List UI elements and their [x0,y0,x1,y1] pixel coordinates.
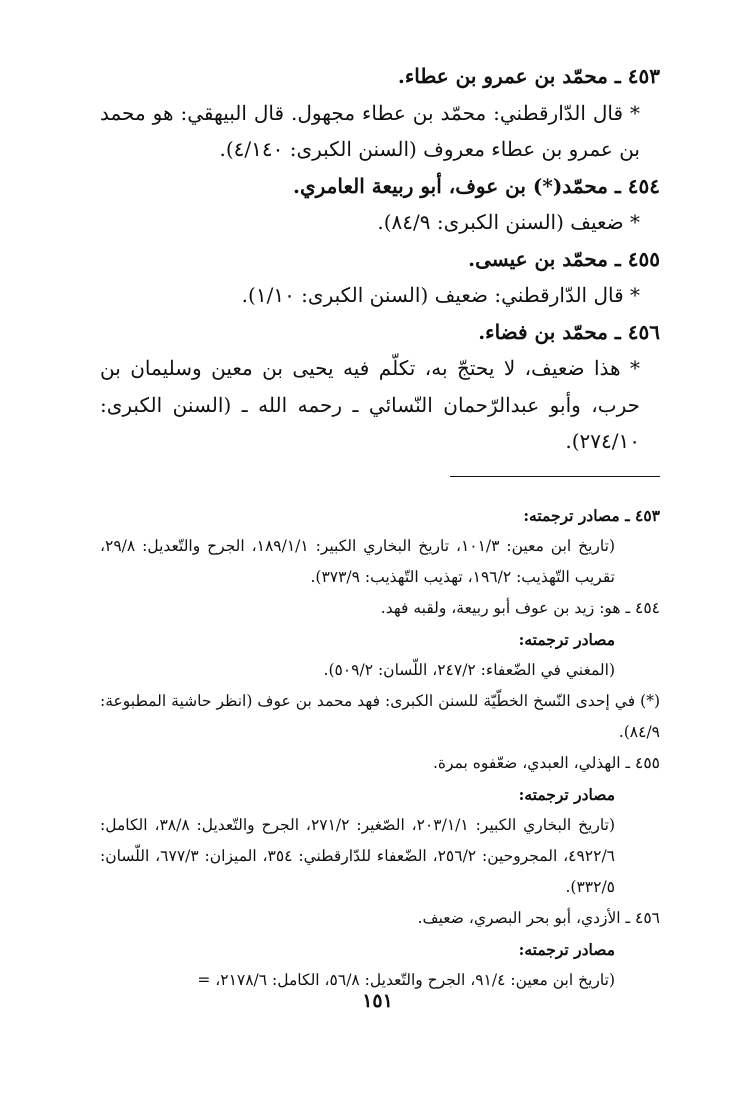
main-text [100,58,660,460]
entry-454-text: * ضعيف (السنن الكبرى: ٨٤/٩). [377,210,640,234]
entry-456-heading: ٤٥٦ ـ محمّد بن فضاء. [478,319,660,344]
footnote-453-sources: (تاريخ ابن معين: ١٠١/٣، تاريخ البخاري الكبير: ١٨٩/١/١، الجرح والتّعديل: ٢٩/٨، تقريب التّهذيب: ١٩٦/٢، تهذيب التّهذيب: ٣٧٣/٩). [100,537,615,586]
footnotes [100,500,660,996]
footnote-455-intro: ٤٥٥ ـ الهذلي، العبدي، ضعّفوه بمرة. [432,754,660,772]
entry-456-text: * هذا ضعيف، لا يحتجّ به، تكلّم فيه يحيى بن معين وسليمان بن حرب، وأبو عبدالرّحمان النّسائي ـ رحمه الله ـ (السنن الكبرى: ٢٧٤/١٠). [100,356,640,453]
page-number: ١٥١ [362,990,393,1012]
entry-455-heading: ٤٥٥ ـ محمّد بن عيسى. [468,246,660,271]
entry-453-heading: ٤٥٣ ـ محمّد بن عمرو بن عطاء. [397,64,660,88]
footnote-456-subtitle: مصادر ترجمته: [518,940,615,959]
footnote-454-sources: (المغني في الضّعفاء: ٢٤٧/٢، اللّسان: ٥٠٩/٢). [323,661,615,679]
entry-455-text: * قال الدّارقطني: ضعيف (السنن الكبرى: ١/١٠). [241,283,640,307]
footnote-star-note: (*) في إحدى النّسخ الخطّيّة للسنن الكبرى: فهد محمد بن عوف (انظر حاشية المطبوعة: ٨٤/٩). [100,692,660,741]
footnote-453-heading: ٤٥٣ ـ مصادر ترجمته: [523,506,660,525]
entry-453-text: * قال الدّارقطني: محمّد بن عطاء مجهول. قال البيهقي: هو محمد بن عمرو بن عطاء معروف (السنن الكبرى: ٤/١٤٠). [100,100,640,161]
footnote-455-sources: (تاريخ البخاري الكبير: ٢٠٣/١/١، الصّغير: ٢٧١/٢، الجرح والتّعديل: ٣٨/٨، الكامل: ٤٩٢٢/٦، المجروحين: ٢٥٦/٢، الضّعفاء للدّارقطني: ٣٥٤، الميزان: ٦٧٧/٣، اللّسان: ٣٣٢/٥). [100,816,615,896]
footnote-454-subtitle: مصادر ترجمته: [518,630,615,649]
footnote-456-sources: (تاريخ ابن معين: ٩١/٤، الجرح والتّعديل: ٥٦/٨، الكامل: ٢١٧٨/٦، = [197,971,615,989]
footnote-divider [450,476,660,477]
footnote-454-intro: ٤٥٤ ـ هو: زيد بن عوف أبو ربيعة، ولقبه فهد. [380,599,660,617]
entry-454-heading: ٤٥٤ ـ محمّد(*) بن عوف، أبو ربيعة العامري. [293,173,660,198]
footnote-456-intro: ٤٥٦ ـ الأزدي، أبو بحر البصري، ضعيف. [417,909,660,927]
footnote-455-subtitle: مصادر ترجمته: [518,785,615,804]
